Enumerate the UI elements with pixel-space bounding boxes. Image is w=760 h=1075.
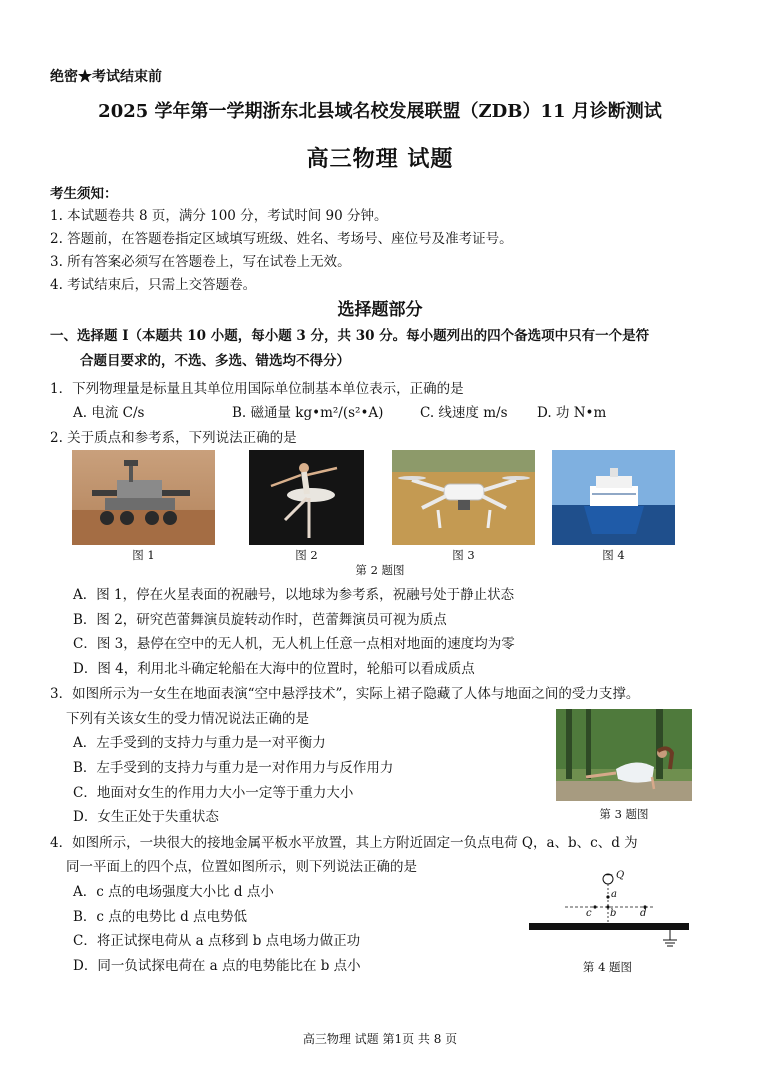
- q3-option-b: B．左手受到的支持力与重力是一对作用力与反作用力: [73, 760, 394, 776]
- q2-option-b: B．图 2，研究芭蕾舞演员旋转动作时，芭蕾舞演员可视为质点: [73, 612, 447, 628]
- point-label-d: d: [640, 908, 647, 919]
- point-label-c: c: [586, 908, 592, 919]
- charge-minus-sign: −: [605, 870, 614, 881]
- q4-option-b: B．c 点的电势比 d 点电势低: [73, 909, 247, 925]
- page-footer: 高三物理 试题 第1页 共 8 页: [302, 1032, 458, 1046]
- notice-heading: 考生须知：: [50, 186, 118, 202]
- q3-stem-line1: 3．如图所示为一女生在地面表演“空中悬浮技术”，实际上裙子隐藏了人体与地面之间的受力支撑。: [50, 686, 640, 702]
- q4-option-d: D．同一负试探电荷在 a 点的电势能比在 b 点小: [73, 958, 361, 974]
- subject-title: 高三物理 试题: [306, 146, 454, 172]
- ship-image: [552, 450, 675, 545]
- q2-stem: 2. 关于质点和参考系，下列说法正确的是: [50, 430, 297, 446]
- q1-option-a: A. 电流 C/s: [73, 405, 145, 421]
- q4-figure-caption: 第 4 题图: [582, 960, 633, 974]
- q1-option-d: D. 功 N•m: [537, 405, 607, 421]
- drone-image: [392, 450, 535, 545]
- notice-item: 1. 本试题卷共 8 页，满分 100 分，考试时间 90 分钟。: [50, 208, 388, 224]
- part1-instruction-line2: 合题目要求的，不选、多选、错选均不得分）: [80, 353, 350, 369]
- notice-item: 4. 考试结束后，只需上交答题卷。: [50, 277, 257, 293]
- q3-option-d: D．女生正处于失重状态: [73, 809, 219, 825]
- ballet-dancer-image: [249, 450, 364, 545]
- figure-2-label: 图 2: [295, 548, 318, 562]
- exam-title: 2025 学年第一学期浙东北县域名校发展联盟（ZDB）11 月诊断测试: [98, 101, 662, 122]
- mars-rover-image: [72, 450, 215, 545]
- q3-option-a: A．左手受到的支持力与重力是一对平衡力: [73, 735, 326, 751]
- charge-label-q: Q: [616, 870, 625, 881]
- q1-option-c: C. 线速度 m/s: [420, 405, 508, 421]
- q2-option-c: C．图 3，悬停在空中的无人机，无人机上任意一点相对地面的速度均为零: [73, 636, 515, 652]
- secret-label: 绝密★考试结束前: [50, 69, 162, 85]
- q4-stem-line2: 同一平面上的四个点，位置如图所示，则下列说法正确的是: [66, 859, 417, 875]
- q2-option-a: A．图 1，停在火星表面的祝融号，以地球为参考系，祝融号处于静止状态: [73, 587, 515, 603]
- figure-3-label: 图 3: [452, 548, 475, 562]
- q1-option-b: B. 磁通量 kg•m²/(s²•A): [232, 405, 384, 421]
- notice-item: 3. 所有答案必须写在答题卷上，写在试卷上无效。: [50, 254, 351, 270]
- q4-option-c: C．将正试探电荷从 a 点移到 b 点电场力做正功: [73, 933, 361, 949]
- figure-4-label: 图 4: [602, 548, 625, 562]
- section-title: 选择题部分: [337, 300, 423, 320]
- point-label-b: b: [610, 908, 617, 919]
- figure-1-label: 图 1: [132, 548, 155, 562]
- part1-instruction-line1: 一、选择题 I（本题共 10 小题，每小题 3 分，共 30 分。每小题列出的四个备选项中只有一个是符: [50, 328, 650, 344]
- q4-stem-line1: 4．如图所示，一块很大的接地金属平板水平放置，其上方附近固定一负点电荷 Q，a、b、c、d 为: [50, 835, 638, 851]
- notice-item: 2. 答题前，在答题卷指定区域填写班级、姓名、考场号、座位号及准考证号。: [50, 231, 513, 247]
- point-label-a: a: [611, 889, 617, 900]
- q3-stem-line2: 下列有关该女生的受力情况说法正确的是: [66, 711, 309, 727]
- q3-option-c: C．地面对女生的作用力大小一定等于重力大小: [73, 785, 354, 801]
- q2-option-d: D．图 4，利用北斗确定轮船在大海中的位置时，轮船可以看成质点: [73, 661, 475, 677]
- q1-stem: 1．下列物理量是标量且其单位用国际单位制基本单位表示，正确的是: [50, 381, 464, 397]
- q3-figure-caption: 第 3 题图: [599, 807, 649, 821]
- levitation-image: [556, 709, 692, 801]
- q4-option-a: A．c 点的电场强度大小比 d 点小: [73, 884, 274, 900]
- q2-figure-caption: 第 2 题图: [355, 563, 405, 577]
